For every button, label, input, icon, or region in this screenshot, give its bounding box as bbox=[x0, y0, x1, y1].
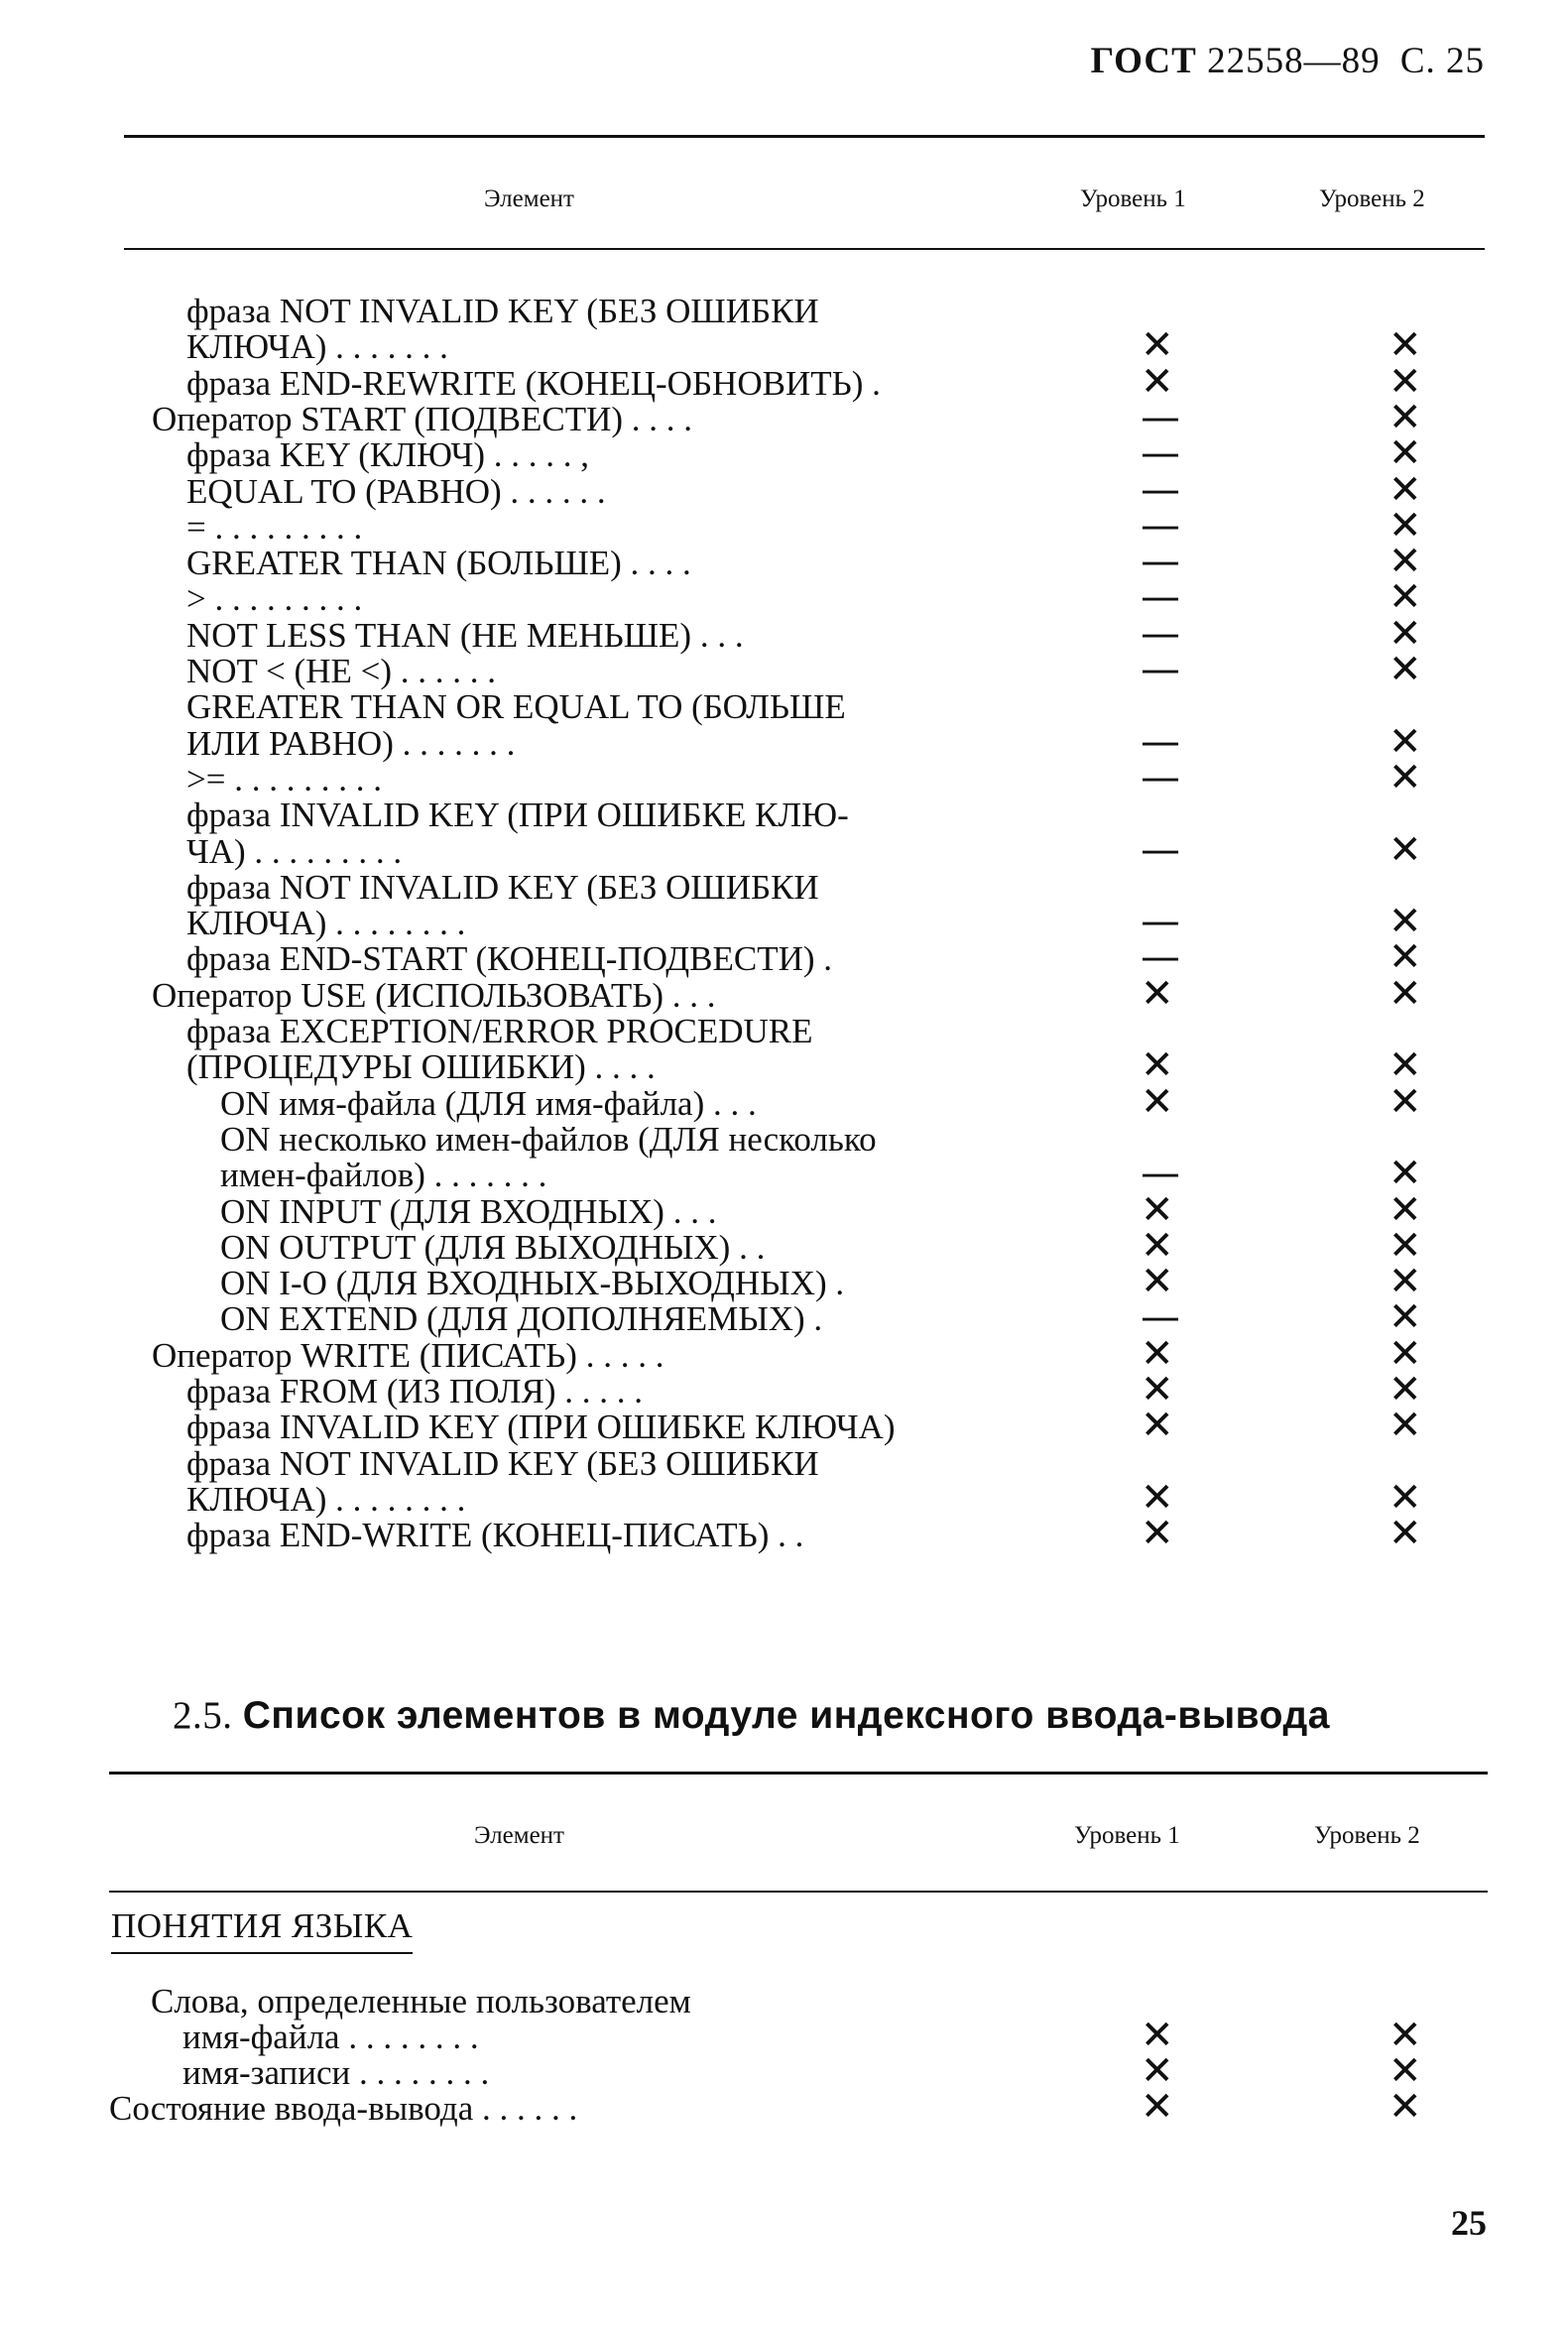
table1-level2-mark: ✕ bbox=[1388, 1511, 1422, 1557]
table2-level1-mark: ✕ bbox=[1141, 2013, 1174, 2058]
table1-row-text: Оператор WRITE (ПИСАТЬ) . . . . . bbox=[152, 1335, 664, 1375]
table1-level2-mark: ✕ bbox=[1388, 718, 1422, 765]
table1-level1-mark: — bbox=[1141, 718, 1180, 765]
table1-level2-mark: ✕ bbox=[1388, 970, 1422, 1017]
table2-level2-mark: ✕ bbox=[1388, 2048, 1422, 2094]
table1-level2-mark: ✕ bbox=[1388, 1259, 1422, 1305]
table1-header-rule bbox=[124, 248, 1485, 250]
table2-col-element: Элемент bbox=[474, 1822, 564, 1849]
table1-level1-mark: — bbox=[1141, 430, 1180, 477]
table1-level2-mark: ✕ bbox=[1388, 934, 1422, 981]
table1-row-text: GREATER THAN (БОЛЬШЕ) . . . . bbox=[186, 544, 691, 583]
table1-row-text: NOT < (НЕ <) . . . . . . bbox=[186, 652, 496, 690]
table1-row-text: Оператор USE (ИСПОЛЬЗОВАТЬ) . . . bbox=[152, 975, 716, 1015]
table1-level1-mark: — bbox=[1141, 826, 1180, 873]
table1-level2-mark: ✕ bbox=[1388, 394, 1422, 440]
table1-level1-mark: ✕ bbox=[1141, 1330, 1174, 1377]
table1-row-text: Оператор START (ПОДВЕСТИ) . . . . bbox=[152, 399, 693, 438]
table1-level2-mark: ✕ bbox=[1388, 647, 1422, 692]
page-reference: С. 25 bbox=[1399, 41, 1485, 81]
table1-level1-mark: ✕ bbox=[1141, 322, 1174, 369]
table1-level2-mark: ✕ bbox=[1388, 466, 1422, 513]
group-label: ПОНЯТИЯ ЯЗЫКА bbox=[111, 1906, 413, 1954]
table1-row-text: фраза FROM (ИЗ ПОЛЯ) . . . . . bbox=[186, 1372, 644, 1410]
table1-row-text: фраза NOT INVALID KEY (БЕЗ ОШИБКИ bbox=[186, 867, 819, 907]
table1-row-text: ON I-O (ДЛЯ ВХОДНЫХ-ВЫХОДНЫХ) . bbox=[220, 1264, 845, 1303]
table1-row-text: (ПРОЦЕДУРЫ ОШИБКИ) . . . . bbox=[186, 1047, 656, 1087]
table1-level1-mark: ✕ bbox=[1141, 1186, 1174, 1233]
table1-level2-mark: ✕ bbox=[1388, 1367, 1422, 1412]
table1-level2-mark: ✕ bbox=[1388, 539, 1422, 585]
table2-row-text: Слова, определенные пользователем bbox=[151, 1982, 691, 2021]
table1-top-rule bbox=[124, 135, 1485, 138]
table1-row-text: GREATER THAN OR EQUAL TO (БОЛЬШЕ bbox=[186, 687, 846, 727]
table1-level2-mark: ✕ bbox=[1388, 1078, 1422, 1125]
table2-level2-mark: ✕ bbox=[1388, 2084, 1422, 2130]
table2-level1-mark: ✕ bbox=[1141, 2084, 1174, 2130]
table1-level1-mark: ✕ bbox=[1141, 1474, 1174, 1521]
table1-level2-mark: ✕ bbox=[1388, 1186, 1422, 1233]
table1-level2-mark: ✕ bbox=[1388, 1474, 1422, 1521]
section-number: 2.5. bbox=[173, 1694, 233, 1737]
table1-level1-mark: — bbox=[1141, 502, 1180, 549]
table1-row-text: ON INPUT (ДЛЯ ВХОДНЫХ) . . . bbox=[220, 1191, 717, 1231]
table1-row-text: фраза EXCEPTION/ERROR PROCEDURE bbox=[186, 1012, 813, 1050]
table1-level1-mark: ✕ bbox=[1141, 1403, 1174, 1449]
table1-row-text: >= . . . . . . . . . bbox=[186, 759, 382, 798]
table1-level2-mark: ✕ bbox=[1388, 430, 1422, 477]
table1-level1-mark: — bbox=[1141, 610, 1180, 657]
table1-level2-mark: ✕ bbox=[1388, 358, 1422, 405]
table2-level1-mark: ✕ bbox=[1141, 2048, 1174, 2094]
table2-col-level1: Уровень 1 bbox=[1074, 1822, 1180, 1849]
table1-level2-mark: ✕ bbox=[1388, 1294, 1422, 1341]
table1-row-text: фраза NOT INVALID KEY (БЕЗ ОШИБКИ bbox=[186, 1443, 819, 1483]
table1-row-text: фраза INVALID KEY (ПРИ ОШИБКЕ КЛЮЧА) bbox=[186, 1408, 896, 1447]
table1-row-text: EQUAL TO (РАВНО) . . . . . . bbox=[186, 471, 606, 511]
table1-row-text: ON EXTEND (ДЛЯ ДОПОЛНЯЕМЫХ) . bbox=[220, 1299, 823, 1339]
table1-col-element: Элемент bbox=[484, 185, 574, 212]
standard-label: ГОСТ bbox=[1090, 41, 1197, 81]
table1-row-text: КЛЮЧА) . . . . . . . . bbox=[186, 904, 466, 943]
table1-row-text: КЛЮЧА) . . . . . . . bbox=[186, 327, 448, 367]
table1-row-text: ON имя-файла (ДЛЯ имя-файла) . . . bbox=[220, 1083, 757, 1123]
table2-level2-mark: ✕ bbox=[1388, 2013, 1422, 2058]
table1-col-level2: Уровень 2 bbox=[1319, 185, 1425, 212]
table1-level2-mark: ✕ bbox=[1388, 1222, 1422, 1269]
table1-row-text: фраза END-START (КОНЕЦ-ПОДВЕСТИ) . bbox=[186, 939, 833, 979]
table1-row-text: = . . . . . . . . . bbox=[186, 507, 363, 547]
table2-top-rule bbox=[109, 1772, 1488, 1775]
table2-col-level2: Уровень 2 bbox=[1314, 1822, 1420, 1849]
table1-row-text: ЧА) . . . . . . . . . bbox=[186, 831, 403, 871]
table1-level1-mark: — bbox=[1141, 394, 1180, 440]
table1-level1-mark: — bbox=[1141, 934, 1180, 981]
table2-row-text: Состояние ввода-вывода . . . . . . bbox=[109, 2089, 578, 2128]
standard-number: 22558—89 bbox=[1207, 41, 1381, 81]
table1-level1-mark: ✕ bbox=[1141, 1367, 1174, 1412]
table1-level1-mark: ✕ bbox=[1141, 1511, 1174, 1557]
table1-row-text: ИЛИ РАВНО) . . . . . . . bbox=[186, 723, 516, 763]
table1-row-text: ON OUTPUT (ДЛЯ ВЫХОДНЫХ) . . bbox=[220, 1227, 766, 1267]
table1-row-text: фраза INVALID KEY (ПРИ ОШИБКЕ КЛЮ- bbox=[186, 796, 849, 835]
running-header bbox=[1091, 40, 1485, 82]
table1-level1-mark: ✕ bbox=[1141, 1222, 1174, 1269]
table1-row-text: ON несколько имен-файлов (ДЛЯ несколько bbox=[220, 1119, 877, 1159]
table1-level2-mark: ✕ bbox=[1388, 1042, 1422, 1089]
table2-row-text: имя-записи . . . . . . . . bbox=[182, 2053, 490, 2092]
table1-level1-mark: ✕ bbox=[1141, 970, 1174, 1017]
table1-level2-mark: ✕ bbox=[1388, 322, 1422, 369]
table2-header-rule bbox=[109, 1891, 1488, 1893]
table1-level2-mark: ✕ bbox=[1388, 502, 1422, 549]
section-heading bbox=[173, 1693, 1330, 1738]
table1-level1-mark: ✕ bbox=[1141, 1259, 1174, 1305]
page-number: 25 bbox=[1451, 2203, 1487, 2243]
table1-row-text: фраза END-WRITE (КОНЕЦ-ПИСАТЬ) . . bbox=[186, 1516, 804, 1555]
table1-level1-mark: ✕ bbox=[1141, 1042, 1174, 1089]
table1-row-text: фраза KEY (КЛЮЧ) . . . . . , bbox=[186, 435, 589, 475]
table1-level1-mark: — bbox=[1141, 647, 1180, 692]
table1-level1-mark: — bbox=[1141, 466, 1180, 513]
table1-row-text: NOT LESS THAN (НЕ МЕНЬШЕ) . . . bbox=[186, 615, 744, 655]
table1-level1-mark: — bbox=[1141, 754, 1180, 800]
table1-row-text: > . . . . . . . . . bbox=[186, 579, 363, 619]
table1-level2-mark: ✕ bbox=[1388, 1151, 1422, 1197]
table1-level1-mark: — bbox=[1141, 574, 1180, 621]
table1-level2-mark: ✕ bbox=[1388, 754, 1422, 800]
table1-row-text: фраза END-REWRITE (КОНЕЦ-ОБНОВИТЬ) . bbox=[186, 363, 881, 403]
table1-row-text: фраза NOT INVALID KEY (БЕЗ ОШИБКИ bbox=[186, 292, 819, 330]
table1-level2-mark: ✕ bbox=[1388, 899, 1422, 945]
section-title: Список элементов в модуле индексного ввода-вывода bbox=[242, 1694, 1330, 1737]
table1-row-text: имен-файлов) . . . . . . . bbox=[220, 1156, 547, 1195]
table1-level1-mark: — bbox=[1141, 1151, 1180, 1197]
table1-level2-mark: ✕ bbox=[1388, 1330, 1422, 1377]
table2-row-text: имя-файла . . . . . . . . bbox=[182, 2018, 479, 2056]
table1-level2-mark: ✕ bbox=[1388, 610, 1422, 657]
table1-level1-mark: — bbox=[1141, 539, 1180, 585]
table1-level1-mark: — bbox=[1141, 1294, 1180, 1341]
table1-level2-mark: ✕ bbox=[1388, 1403, 1422, 1449]
table1-level1-mark: ✕ bbox=[1141, 358, 1174, 405]
table1-level2-mark: ✕ bbox=[1388, 574, 1422, 621]
table1-col-level1: Уровень 1 bbox=[1080, 185, 1186, 212]
table1-level2-mark: ✕ bbox=[1388, 826, 1422, 873]
table1-level1-mark: — bbox=[1141, 899, 1180, 945]
table1-row-text: КЛЮЧА) . . . . . . . . bbox=[186, 1479, 466, 1519]
table1-level1-mark: ✕ bbox=[1141, 1078, 1174, 1125]
